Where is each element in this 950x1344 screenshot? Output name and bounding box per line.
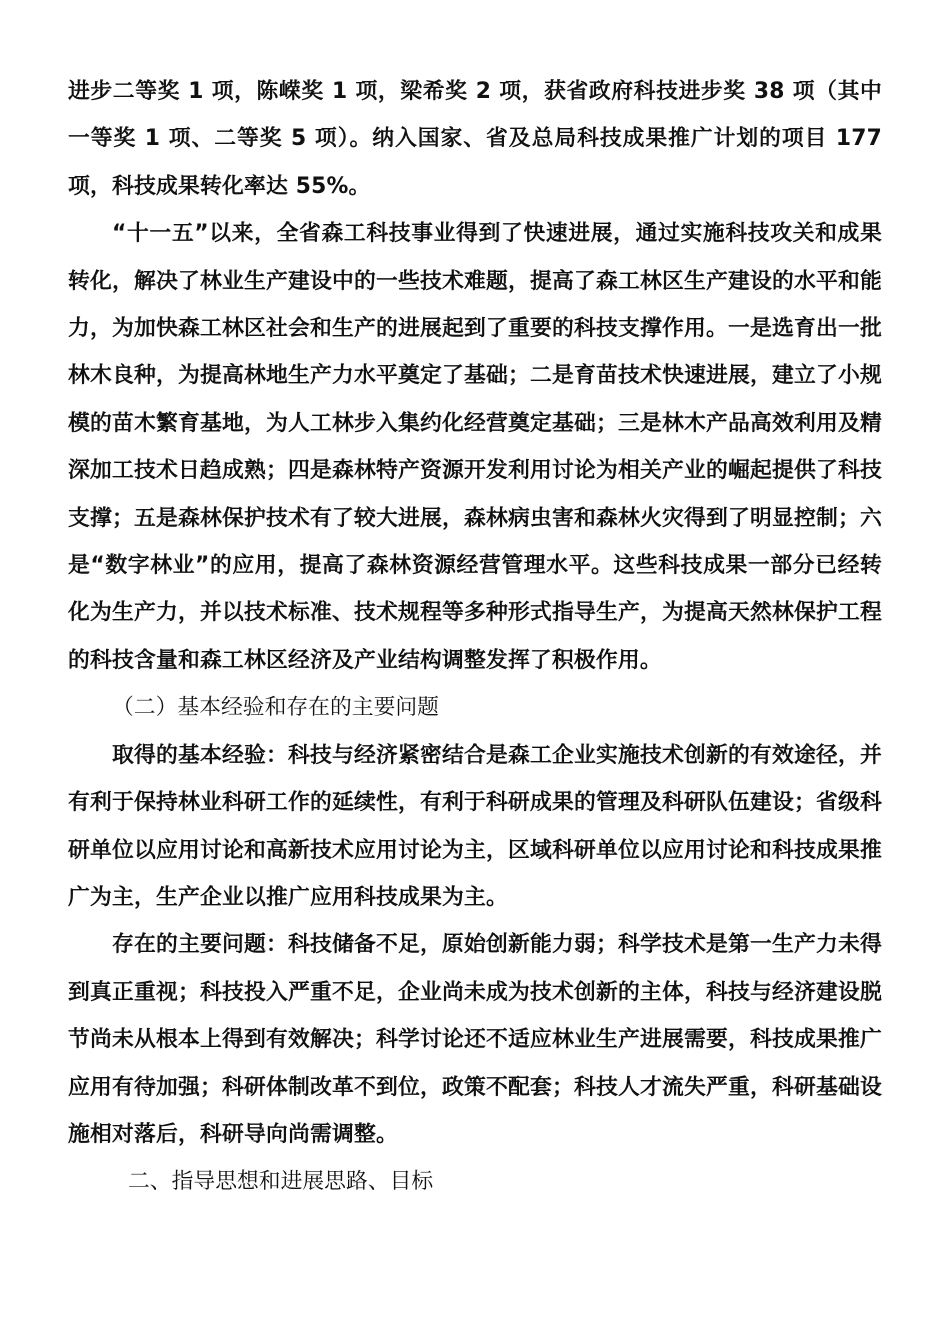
section-heading-basic-experience: （二）基本经验和存在的主要问题: [112, 695, 439, 721]
paragraph-main-problems: 存在的主要问题：科技储备不足，原始创新能力弱；科学技术是第一生产力未得到真正重视；科技投入严重不足，企业尚未成为技术创新的主体，科技与经济建设脱节尚未从根本上得到有效解决；科学讨论还不适应林业生产进展需要，科技成果推广应用有待加强；科研体制改革不到位，政策不配套；科技人才流失严重，科研基础设施相对落后，科研导向尚需调整。: [68, 932, 882, 1147]
paragraph-awards-summary: 进步二等奖 1 项，陈嵘奖 1 项，梁希奖 2 项，获省政府科技进步奖 38 项（其中一等奖 1 项、二等奖 5 项）。纳入国家、省及总局科技成果推广计划的项目 177 项，科技成果转化率达 55%。: [68, 79, 882, 199]
section-heading-guiding-ideology: 二、指导思想和进展思路、目标: [128, 1169, 434, 1195]
paragraph-eleventh-five-year-progress: “十一五”以来，全省森工科技事业得到了快速进展，通过实施科技攻关和成果转化，解决了林业生产建设中的一些技术难题，提高了森工林区生产建设的水平和能力，为加快森工林区社会和生产的进展起到了重要的科技支撑作用。一是选育出一批林木良种，为提高林地生产力水平奠定了基础；二是育苗技术快速进展，建立了小规模的苗木繁育基地，为人工林步入集约化经营奠定基础；三是林木产品高效利用及精深加工技术日趋成熟；四是森林特产资源开发利用讨论为相关产业的崛起提供了科技支撑；五是森林保护技术有了较大进展，森林病虫害和森林火灾得到了明显控制；六是“数字林业”的应用，提高了森林资源经营管理水平。这些科技成果一部分已经转化为生产力，并以技术标准、技术规程等多种形式指导生产，为提高天然林保护工程的科技含量和森工林区经济及产业结构调整发挥了积极作用。: [68, 221, 882, 673]
document-page: [68, 68, 882, 1206]
paragraph-basic-experience: 取得的基本经验：科技与经济紧密结合是森工企业实施技术创新的有效途径，并有利于保持林业科研工作的延续性，有利于科研成果的管理及科研队伍建设；省级科研单位以应用讨论和高新技术应用讨论为主，区域科研单位以应用讨论和科技成果推广为主，生产企业以推广应用科技成果为主。: [68, 742, 882, 910]
